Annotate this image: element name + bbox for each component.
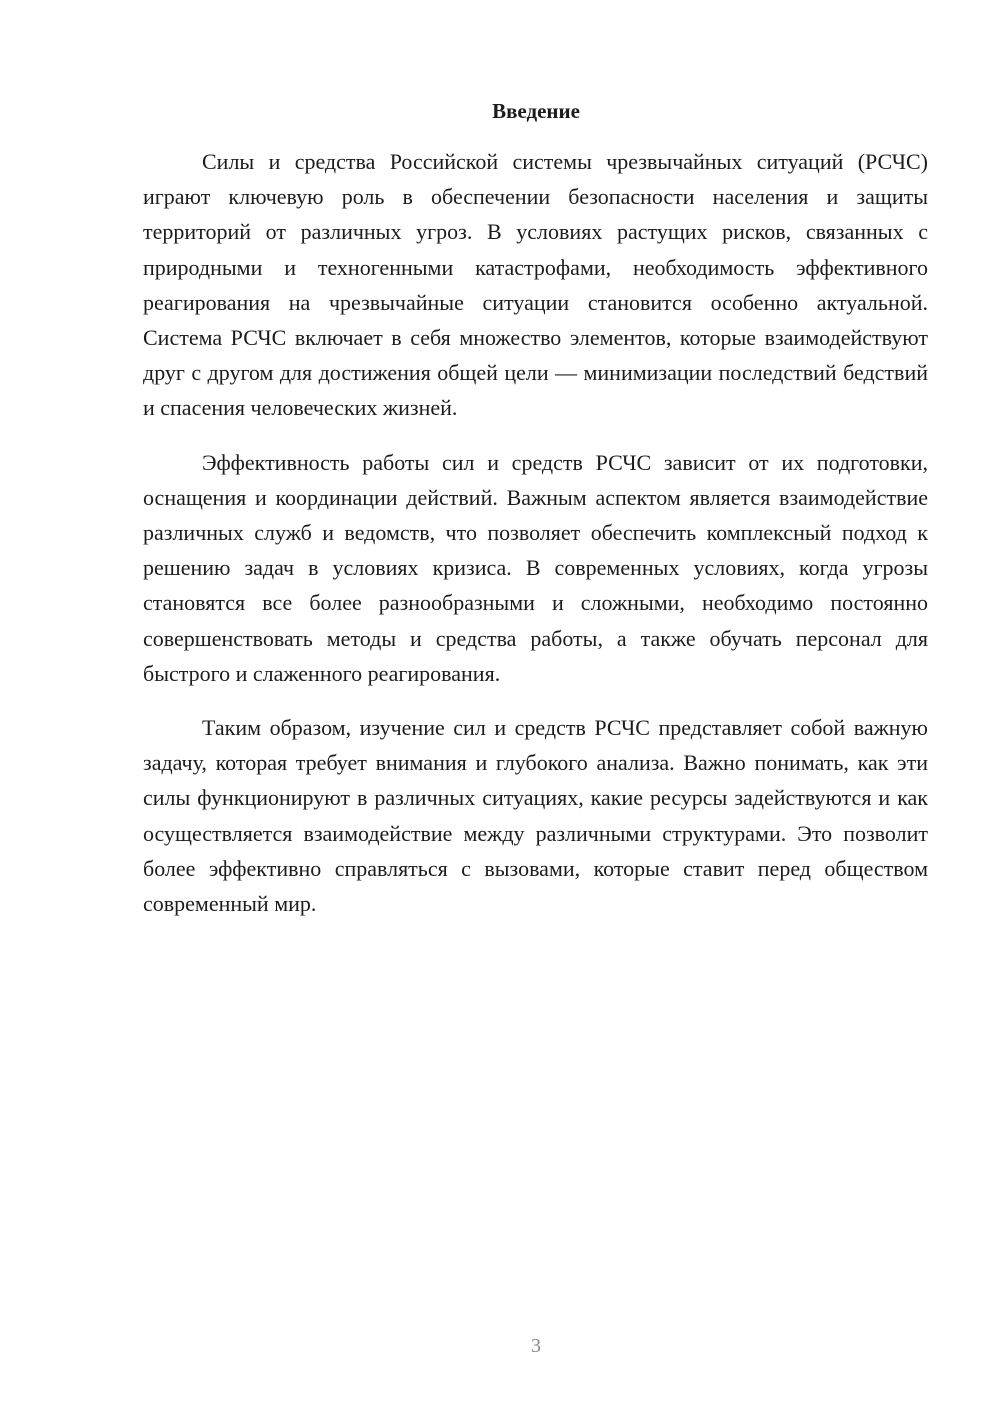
paragraph-1: Силы и средства Российской системы чрезвычайных ситуаций (РСЧС) играют ключевую роль в обеспечении безопасности населения и защиты территорий от различных угроз. В условиях растущих рисков, связанных с природными и техногенными катастрофами, необходимость эффективного реагирования на чрезвычайные ситуации становится особенно актуальной. Система РСЧС включает в себя множество элементов, которые взаимодействуют друг с другом для достижения общей цели — минимизации последствий бедствий и спасения человеческих жизней. (143, 149, 928, 421)
page-title: Введение (492, 99, 580, 123)
page-number: 3 (531, 1335, 541, 1357)
document-body (143, 144, 928, 940)
paragraph-3: Таким образом, изучение сил и средств РСЧС представляет собой важную задачу, которая требует внимания и глубокого анализа. Важно понимать, как эти силы функционируют в различных ситуациях, какие ресурсы задействуются и как осуществляется взаимодействие между различными структурами. Это позволит более эффективно справляться с вызовами, которые ставит перед обществом современный мир. (143, 715, 928, 917)
paragraph-2: Эффективность работы сил и средств РСЧС зависит от их подготовки, оснащения и координации действий. Важным аспектом является взаимодействие различных служб и ведомств, что позволяет обеспечить комплексный подход к решению задач в условиях кризиса. В современных условиях, когда угрозы становятся все более разнообразными и сложными, необходимо постоянно совершенствовать методы и средства работы, а также обучать персонал для быстрого и слаженного реагирования. (143, 449, 928, 686)
